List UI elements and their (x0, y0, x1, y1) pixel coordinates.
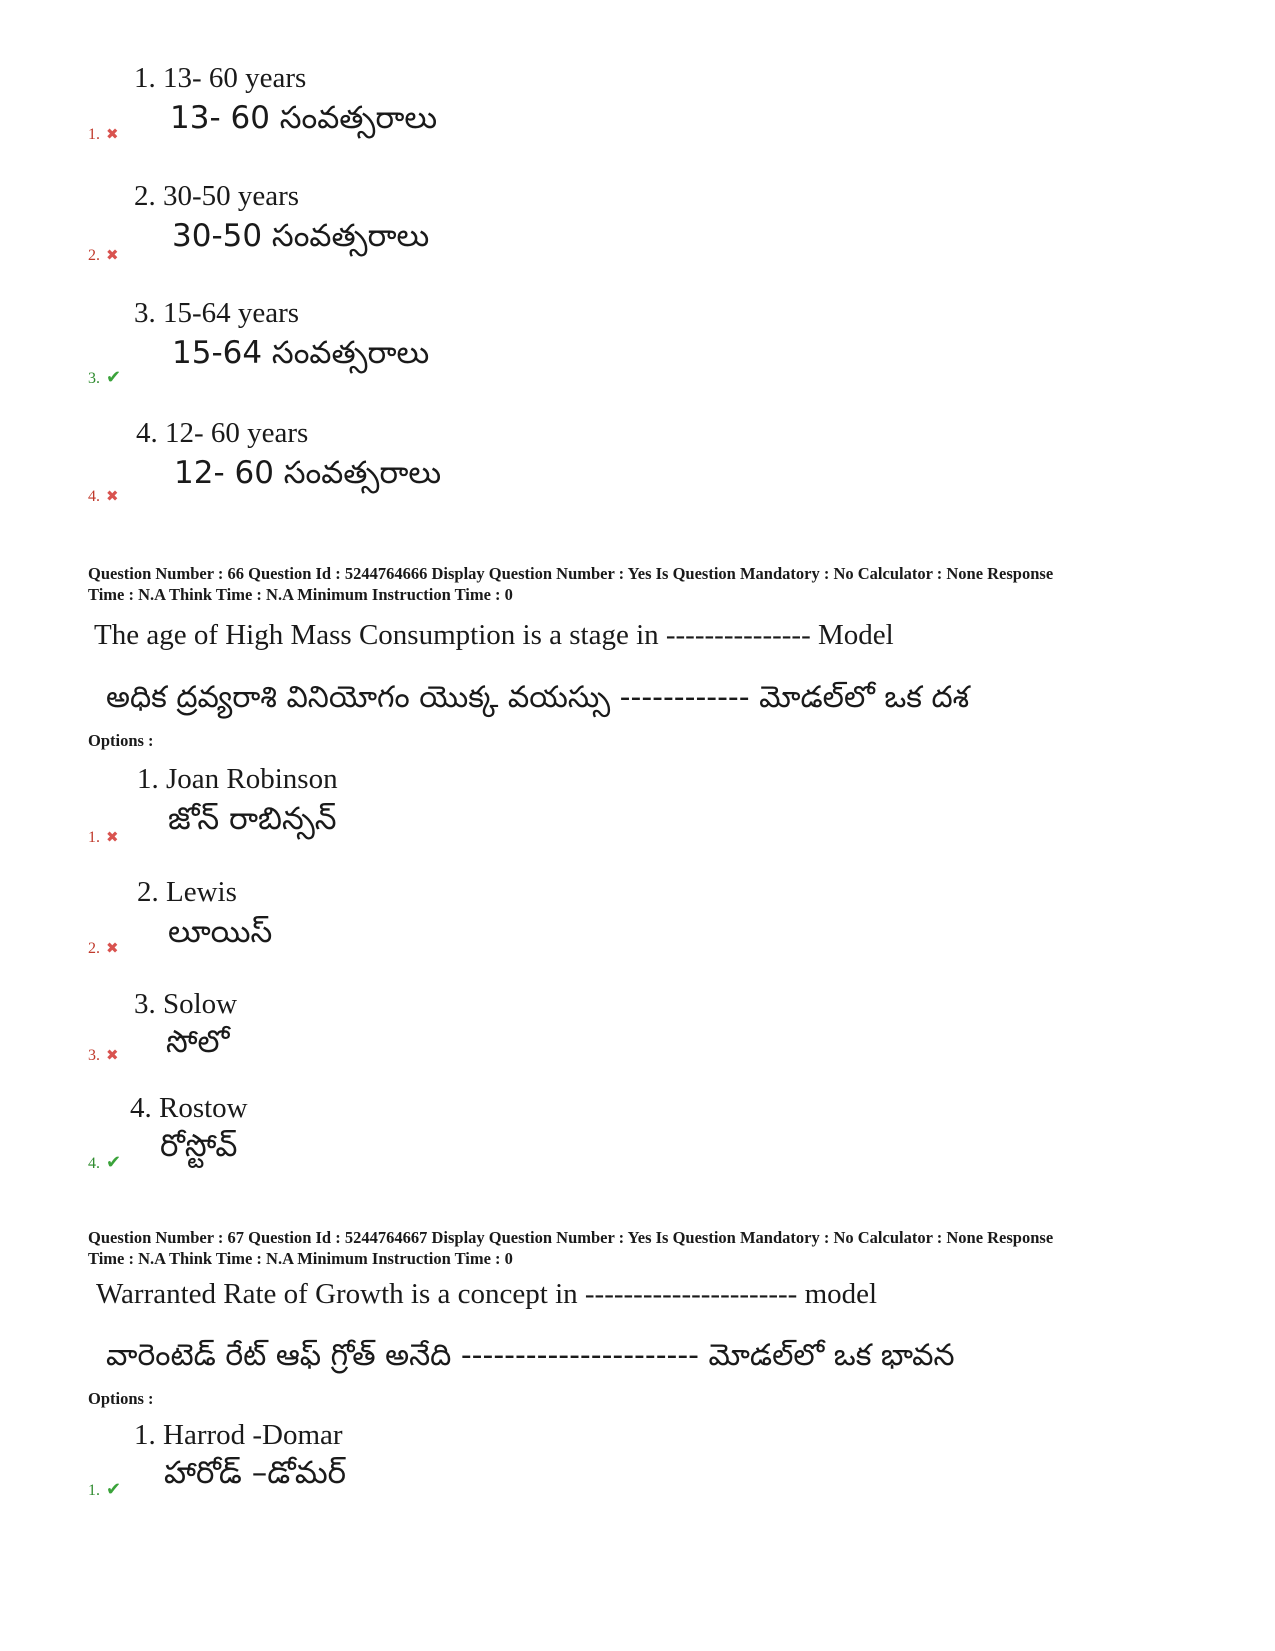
option-marker (88, 1152, 121, 1173)
option-number: 2. (88, 247, 100, 264)
option-marker (88, 125, 119, 144)
option-marker (88, 1046, 119, 1065)
question-meta-line: Time : N.A Think Time : N.A Minimum Instruction Time : 0 (88, 1249, 513, 1268)
option-number: 1. (88, 126, 100, 143)
cross-icon: ✖ (106, 941, 119, 957)
question-text-en: Warranted Rate of Growth is a concept in ---------------------- model (96, 1278, 878, 1310)
cross-icon: ✖ (106, 1048, 119, 1064)
option-item (0, 988, 1275, 1108)
option-text-en: 1. Joan Robinson (137, 763, 338, 795)
option-text-en: 4. Rostow (130, 1092, 248, 1124)
option-text-te: సోలో (166, 1024, 230, 1060)
question-meta (88, 563, 1198, 605)
check-icon: ✔ (106, 1152, 122, 1172)
option-number: 3. (88, 370, 100, 387)
option-text-en: 2. 30-50 years (134, 180, 300, 212)
cross-icon: ✖ (106, 830, 119, 846)
option-marker (88, 828, 119, 847)
option-item (0, 417, 1275, 537)
options-label: Options : (88, 731, 154, 750)
option-item (0, 297, 1275, 417)
question-text-en: The age of High Mass Consumption is a stage in --------------- Model (94, 619, 894, 651)
option-item (0, 180, 1275, 300)
check-icon: ✔ (106, 367, 122, 387)
option-text-en: 1. Harrod -Domar (134, 1419, 343, 1451)
option-item (0, 876, 1275, 996)
option-item (0, 763, 1275, 883)
option-marker (88, 246, 119, 265)
question-meta-line: Time : N.A Think Time : N.A Minimum Instruction Time : 0 (88, 585, 513, 604)
option-number: 2. (88, 940, 100, 957)
question-text-te: వారెంటెడ్ రేట్ ఆఫ్ గ్రోత్ అనేది ---------------------- మోడల్‌లో ఒక భావన (106, 1338, 955, 1373)
option-number: 3. (88, 1047, 100, 1064)
option-text-en: 4. 12- 60 years (136, 417, 309, 449)
check-icon: ✔ (106, 1479, 122, 1499)
option-marker (88, 939, 119, 958)
option-text-te: 13- 60 సంవత్సరాలు (170, 100, 438, 136)
option-item (0, 1092, 1275, 1212)
option-marker (88, 367, 121, 388)
option-number: 1. (88, 829, 100, 846)
option-text-te: లూయిస్ (168, 914, 273, 950)
option-text-en: 2. Lewis (137, 876, 237, 908)
options-label: Options : (88, 1389, 154, 1408)
option-text-en: 3. Solow (134, 988, 238, 1020)
option-item (0, 1419, 1275, 1539)
question-meta-line: Question Number : 67 Question Id : 5244764667 Display Question Number : Yes Is Question Mandatory : No Calculator : None Response (88, 1228, 1054, 1247)
option-text-te: 12- 60 సంవత్సరాలు (174, 455, 442, 491)
option-text-en: 1. 13- 60 years (134, 62, 307, 94)
cross-icon: ✖ (106, 248, 119, 264)
cross-icon: ✖ (106, 489, 119, 505)
option-text-te: రోస్టోవ్ (160, 1128, 238, 1164)
option-marker (88, 1479, 121, 1500)
option-text-te: జోన్ రాబిన్సన్ (168, 801, 337, 837)
question-text-te: అధిక ద్రవ్యరాశి వినియోగం యొక్క వయస్సు ------------ మోడల్‌లో ఒక దశ (106, 680, 970, 715)
option-number: 4. (88, 488, 100, 505)
option-number: 1. (88, 1482, 100, 1499)
option-text-en: 3. 15-64 years (134, 297, 300, 329)
option-number: 4. (88, 1155, 100, 1172)
option-item (0, 62, 1275, 182)
option-marker (88, 487, 119, 506)
question-meta (88, 1227, 1198, 1269)
option-text-te: హారోడ్ –డోమర్ (164, 1455, 346, 1491)
cross-icon: ✖ (106, 127, 119, 143)
option-text-te: 15-64 సంవత్సరాలు (172, 335, 430, 371)
option-text-te: 30-50 సంవత్సరాలు (172, 218, 430, 254)
question-meta-line: Question Number : 66 Question Id : 5244764666 Display Question Number : Yes Is Question Mandatory : No Calculator : None Response (88, 564, 1054, 583)
